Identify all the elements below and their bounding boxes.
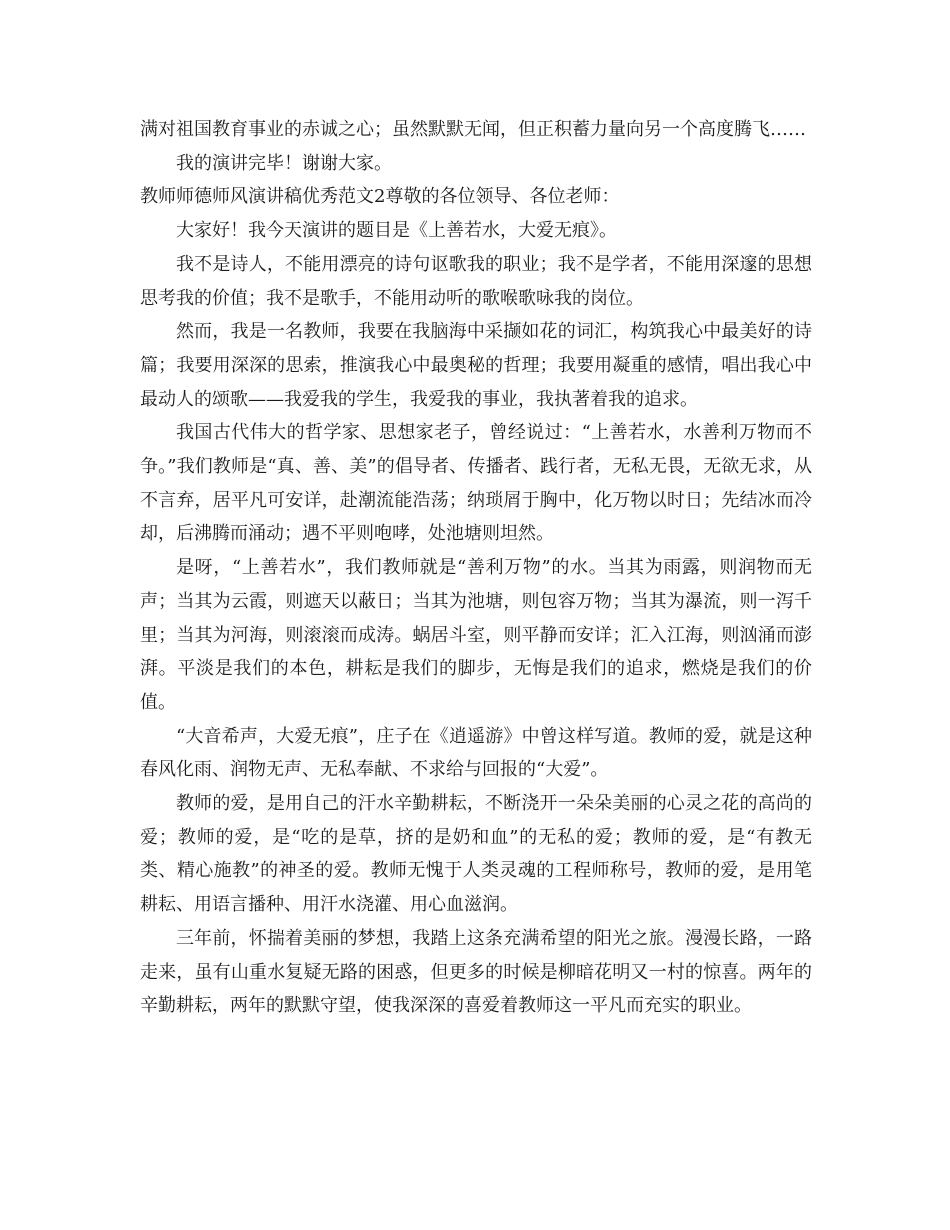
paragraph-9: “大音希声，大爱无痕”，庄子在《逍遥游》中曾这样写道。教师的爱，就是这种春风化雨、润物无声、无私奉献、不求给与回报的“大爱”。 <box>140 725 812 781</box>
paragraph-8: 是呀，“上善若水”，我们教师就是“善利万物”的水。当其为雨露，则润物而无声；当其为云霞，则遮天以蔽日；当其为池塘，则包容万物；当其为瀑流，则一泻千里；当其为河海，则滚滚而成涛。蜗居斗室，则平静而安详；汇入江海，则汹涌而澎湃。平淡是我们的本色，耕耘是我们的脚步，无悔是我们的追求，燃烧是我们的价值。 <box>140 557 812 713</box>
paragraph-2: 我的演讲完毕！谢谢大家。 <box>176 152 392 174</box>
paragraph-11: 三年前，怀揣着美丽的梦想，我踏上这条充满希望的阳光之旅。漫漫长路，一路走来，虽有山重水复疑无路的困惑，但更多的时候是柳暗花明又一村的惊喜。两年的辛勤耕耘，两年的默默守望，使我深深的喜爱着教师这一平凡而充实的职业。 <box>140 927 812 1017</box>
paragraph-10: 教师的爱，是用自己的汗水辛勤耕耘，不断浇开一朵朵美丽的心灵之花的高尚的爱；教师的爱，是“吃的是草，挤的是奶和血”的无私的爱；教师的爱，是“有教无类、精心施教”的神圣的爱。教师无愧于人类灵魂的工程师称号，教师的爱，是用笔耕耘、用语言播种、用汗水浇灌、用心血滋润。 <box>140 793 812 916</box>
paragraph-6: 然而，我是一名教师，我要在我脑海中采撷如花的词汇，构筑我心中最美好的诗篇；我要用深深的思索，推演我心中最奥秘的哲理；我要用凝重的感情，唱出我心中最动人的颂歌——我爱我的学生，我爱我的事业，我执著着我的追求。 <box>140 321 812 410</box>
document-body <box>140 113 812 1023</box>
paragraph-1: 满对祖国教育事业的赤诚之心；虽然默默无闻，但正积蓄力量向另一个高度腾飞…… <box>140 119 806 140</box>
section-heading: 教师师德师风演讲稿优秀范文2尊敬的各位领导、各位老师： <box>140 186 620 208</box>
paragraph-5: 我不是诗人，不能用漂亮的诗句讴歌我的职业；我不是学者，不能用深邃的思想思考我的价值；我不是歌手，不能用动听的歌喉歌咏我的岗位。 <box>140 253 812 309</box>
paragraph-4: 大家好！我今天演讲的题目是《上善若水，大爱无痕》。 <box>176 220 617 242</box>
paragraph-7: 我国古代伟大的哲学家、思想家老子，曾经说过：“上善若水，水善利万物而不争。”我们教师是“真、善、美”的倡导者、传播者、践行者，无私无畏，无欲无求，从不言弃，居平凡可安详，赴潮流能浩荡；纳琐屑于胸中，化万物以时日；先结冰而冷却，后沸腾而涌动；遇不平则咆哮，处池塘则坦然。 <box>140 422 812 545</box>
